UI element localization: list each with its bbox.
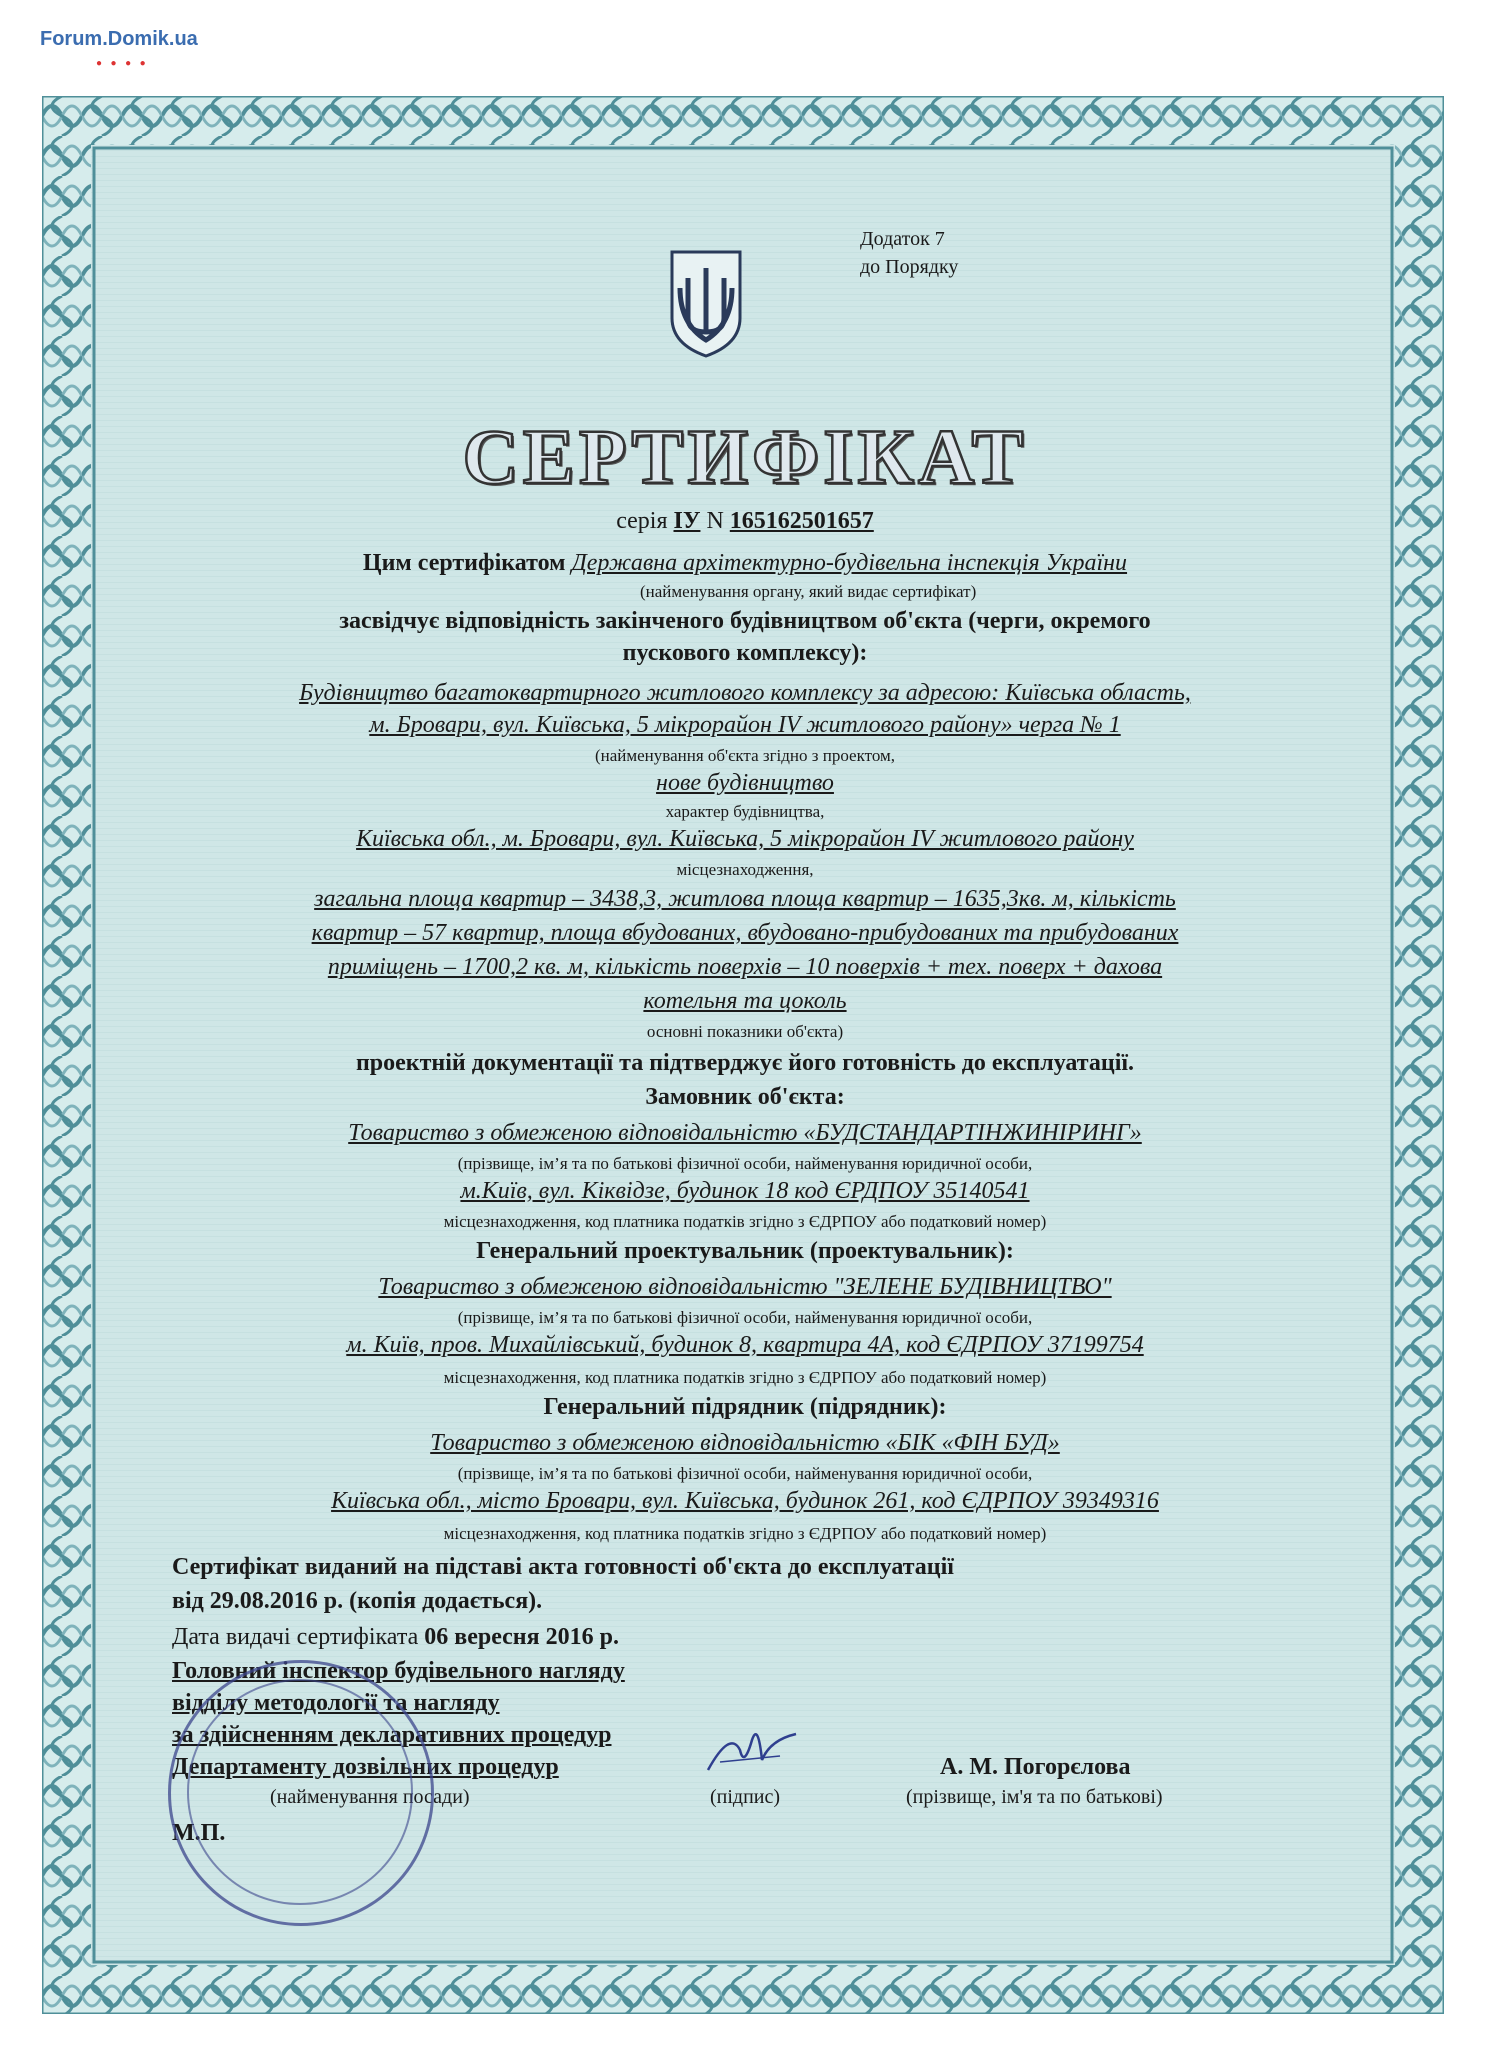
designer-caption-1: (прізвище, ім’я та по батькові фізичної особи, найменування юридичної особи, [457, 1308, 1033, 1327]
designer-address: м. Київ, пров. Михайлівський, будинок 8, квартира 4А, код ЄДРПОУ 37199754 [346, 1332, 1144, 1358]
appendix-line-1: Додаток 7 [860, 228, 945, 250]
object-caption: (найменування об'єкта згідно з проектом, [594, 746, 896, 765]
position-line-1: Головний інспектор будівельного нагляду [172, 1658, 625, 1684]
position-line-4: Департаменту дозвільних процедур [172, 1754, 559, 1780]
issue-date-value: 06 вересня 2016 р. [424, 1624, 619, 1650]
signer-caption: (прізвище, ім'я та по батькові) [906, 1786, 1163, 1808]
indicators-caption: основні показники об'єкта) [646, 1022, 844, 1041]
issue-date-line [172, 1624, 1382, 1651]
position-line-3: за здійсненням декларативних процедур [172, 1722, 612, 1748]
issuer-line [140, 550, 1350, 577]
contractor-name: Товариство з обмеженою відповідальністю «БІК «ФІН БУД» [430, 1430, 1060, 1456]
official-stamp-inner [187, 1679, 413, 1905]
certificate-title: СЕРТИФІКАТ [462, 413, 1028, 500]
contractor-heading: Генеральний підрядник (підрядник): [543, 1394, 947, 1420]
issuer-caption: (найменування органу, який видає сертифікат) [640, 582, 977, 601]
customer-name: Товариство з обмеженою відповідальністю «БУДСТАНДАРТІНЖИНІРИНГ» [348, 1120, 1142, 1146]
signer-name: А. М. Погорєлова [940, 1754, 1131, 1780]
designer-heading: Генеральний проектувальник (проектувальник): [476, 1238, 1014, 1264]
seal-label: М.П. [172, 1820, 226, 1846]
certifies-line-1: засвідчує відповідність закінченого будівництвом об'єкта (черги, окремого [339, 608, 1151, 634]
contractor-caption-1: (прізвище, ім’я та по батькові фізичної особи, найменування юридичної особи, [457, 1464, 1033, 1483]
customer-caption-1: (прізвище, ім’я та по батькові фізичної особи, найменування юридичної особи, [457, 1154, 1033, 1173]
designer-name: Товариство з обмеженою відповідальністю "ЗЕЛЕНЕ БУДІВНИЦТВО" [378, 1274, 1112, 1300]
position-caption: (найменування посади) [270, 1786, 470, 1808]
certificate-number: 165162501657 [729, 508, 874, 534]
designer-caption-2: місцезнаходження, код платника податків згідно з ЄДРПОУ або податковий номер) [443, 1368, 1047, 1387]
signature-caption: (підпис) [710, 1786, 781, 1808]
official-stamp [168, 1660, 434, 1926]
appendix-note [860, 225, 958, 281]
contractor-address: Київська обл., місто Бровари, вул. Київська, будинок 261, код ЄДРПОУ 39349316 [331, 1488, 1159, 1514]
issuer-prefix: Цим сертифікатом [362, 550, 566, 576]
customer-address: м.Київ, вул. Кіквідзе, будинок 18 код ЄРДПОУ 35140541 [460, 1178, 1030, 1204]
indicators-line-2: квартир – 57 квартир, площа вбудованих, вбудовано-прибудованих та прибудованих [311, 920, 1179, 946]
indicators-line-3: приміщень – 1700,2 кв. м, кількість поверхів – 10 поверхів + тех. поверх + дахова [327, 954, 1163, 980]
compliance-statement: проектній документації та підтверджує його готовність до експлуатації. [355, 1050, 1135, 1076]
construction-type-caption: характер будівництва, [665, 802, 825, 821]
indicators-line-1: загальна площа квартир – 3438,3, житлова площа квартир – 1635,3кв. м, кількість [314, 886, 1176, 912]
signature-mark [700, 1720, 810, 1780]
certifies-line-2: пускового комплексу): [622, 640, 868, 666]
trident-emblem-icon [668, 248, 744, 360]
watermark: Forum.Domik.ua [40, 28, 198, 50]
series-value: ІУ [673, 508, 701, 534]
customer-caption-2: місцезнаходження, код платника податків згідно з ЄДРПОУ або податковий номер) [443, 1212, 1047, 1231]
appendix-line-2: до Порядку [860, 256, 959, 278]
series-line [140, 508, 1350, 535]
construction-type: нове будівництво [656, 770, 834, 796]
object-location: Київська обл., м. Бровари, вул. Київська, 5 мікрорайон IV житлового району [356, 826, 1134, 852]
issue-date-label: Дата видачі сертифіката [172, 1624, 419, 1650]
contractor-caption-2: місцезнаходження, код платника податків згідно з ЄДРПОУ або податковий номер) [443, 1524, 1047, 1543]
basis-line-1: Сертифікат виданий на підставі акта готовності об'єкта до експлуатації [172, 1554, 954, 1580]
position-line-2: відділу методології та нагляду [172, 1690, 500, 1716]
customer-heading: Замовник об'єкта: [645, 1084, 845, 1110]
indicators-line-4: котельня та цоколь [643, 988, 847, 1014]
location-caption: місцезнаходження, [676, 860, 814, 879]
object-line-1: Будівництво багатоквартирного житлового комплексу за адресою: Київська область, [299, 680, 1191, 706]
number-label: N [706, 508, 724, 534]
issuer-name: Державна архітектурно-будівельна інспекція України [571, 550, 1128, 576]
series-label: серія [616, 508, 668, 534]
watermark-dots: ● ● ● ● [96, 58, 149, 69]
basis-line-2: від 29.08.2016 р. (копія додається). [172, 1588, 543, 1614]
object-line-2: м. Бровари, вул. Київська, 5 мікрорайон IV житлового району» черга № 1 [369, 712, 1121, 738]
